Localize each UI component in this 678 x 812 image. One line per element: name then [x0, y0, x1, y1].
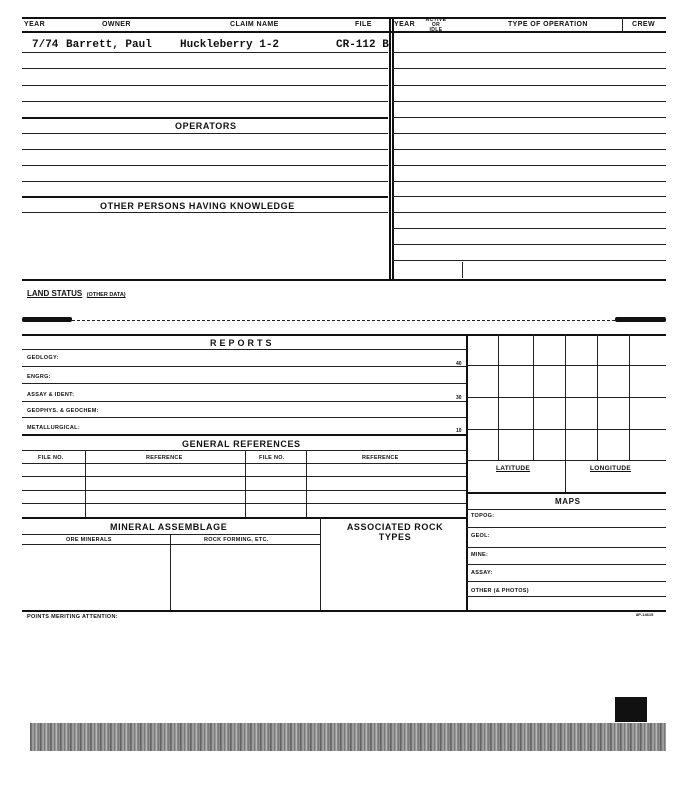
other-persons-top-rule	[22, 196, 388, 198]
header-year-2: YEAR	[394, 21, 416, 28]
header-year: YEAR	[24, 21, 46, 28]
rule	[22, 101, 388, 102]
rule	[22, 349, 466, 350]
rule	[466, 581, 666, 582]
header-crew: CREW	[632, 21, 655, 28]
top-divider-2	[392, 17, 394, 279]
header-type-of-operation: TYPE OF OPERATION	[508, 21, 588, 28]
rule	[22, 212, 388, 213]
report-geology: GEOLOGY:	[27, 355, 59, 361]
map-other: OTHER (& PHOTOS)	[471, 588, 529, 594]
rock-forming-header: ROCK FORMING, ETC.	[204, 537, 269, 543]
rule	[22, 417, 466, 418]
entry-year: 7/74	[32, 39, 59, 51]
rule	[22, 165, 388, 166]
rule	[22, 85, 388, 86]
rule	[22, 534, 320, 535]
report-assay-num: 30	[456, 395, 462, 401]
rule	[22, 366, 466, 367]
entry-file: CR-112 B	[336, 39, 389, 51]
general-references-top-rule	[22, 434, 466, 436]
rule	[466, 547, 666, 548]
entry-claim-name: Huckleberry 1-2	[180, 39, 280, 51]
rule	[22, 401, 466, 402]
punch-mark-left	[22, 317, 72, 322]
gen-ref-col-divider	[85, 450, 86, 517]
ore-minerals-header: ORE MINERALS	[66, 537, 112, 543]
rule	[22, 68, 388, 69]
top-divider	[389, 17, 391, 279]
map-mine: MINE:	[471, 552, 489, 558]
right-rule	[392, 196, 666, 197]
general-references-heading: GENERAL REFERENCES	[182, 439, 301, 449]
mineral-assemblage-heading: MINERAL ASSEMBLAGE	[110, 522, 228, 532]
right-rule	[392, 149, 666, 150]
rule	[466, 596, 666, 597]
rule	[22, 490, 466, 491]
rule	[466, 509, 666, 510]
rule	[466, 564, 666, 565]
header-file: FILE	[355, 21, 372, 28]
right-rule	[392, 68, 666, 69]
scan-artifact-block	[615, 697, 647, 722]
rock-types-divider	[320, 517, 321, 610]
report-metallurgical-num: 10	[456, 428, 462, 434]
gen-ref-file-no-1: FILE NO.	[38, 455, 64, 461]
header-owner: OWNER	[102, 21, 131, 28]
operators-heading: OPERATORS	[175, 121, 237, 131]
report-geophys: GEOPHYS. & GEOCHEM:	[27, 408, 99, 414]
longitude-label: LONGITUDE	[590, 465, 631, 472]
lower-top-rule	[22, 334, 666, 336]
right-rule	[392, 117, 666, 118]
rule	[22, 463, 466, 464]
mineral-top-rule	[22, 517, 466, 519]
right-rule	[392, 165, 666, 166]
right-rule	[392, 212, 666, 213]
rule	[22, 133, 388, 134]
grid-line	[466, 397, 666, 398]
scan-noise-band	[30, 723, 666, 751]
right-rule	[392, 260, 666, 261]
top-border	[22, 17, 666, 19]
rule	[22, 503, 466, 504]
gen-ref-file-no-2: FILE NO.	[259, 455, 285, 461]
right-rule	[392, 181, 666, 182]
land-status-top-rule	[22, 279, 666, 281]
gen-ref-col-divider	[245, 450, 246, 517]
maps-top-rule	[466, 492, 666, 494]
lower-vertical-divider	[466, 334, 468, 610]
report-geology-num: 40	[456, 361, 462, 367]
land-status-label-group	[27, 283, 126, 301]
maps-heading: MAPS	[555, 497, 581, 506]
form-number: 8P-14615	[636, 612, 654, 617]
report-engrg: ENGRG:	[27, 374, 51, 380]
rule	[22, 149, 388, 150]
associated-rock-types-heading: ASSOCIATED ROCK TYPES	[346, 522, 444, 542]
rule	[22, 383, 466, 384]
map-geol: GEOL:	[471, 533, 490, 539]
map-assay: ASSAY:	[471, 570, 493, 576]
right-rule	[392, 101, 666, 102]
grid-line	[565, 334, 566, 492]
operators-top-rule	[22, 117, 388, 119]
header-claim-name: CLAIM NAME	[230, 21, 279, 28]
map-topog: TOPOG:	[471, 513, 495, 519]
rule	[22, 476, 466, 477]
entry-owner: Barrett, Paul	[66, 39, 152, 51]
land-status-heading: LAND STATUS	[27, 289, 83, 298]
rule	[22, 544, 320, 545]
right-short-divider	[462, 262, 463, 278]
mineral-col-divider	[170, 534, 171, 610]
bottom-rule	[22, 610, 666, 612]
other-persons-heading: OTHER PERSONS HAVING KNOWLEDGE	[100, 201, 295, 211]
right-rule	[392, 244, 666, 245]
gen-ref-reference-1: REFERENCE	[146, 455, 183, 461]
land-status-rule	[72, 320, 615, 321]
punch-mark-right	[615, 317, 666, 322]
rule	[22, 450, 466, 451]
grid-line	[466, 460, 666, 461]
right-rule	[392, 133, 666, 134]
grid-line	[466, 365, 666, 366]
right-rule	[392, 52, 666, 53]
gen-ref-col-divider	[306, 450, 307, 517]
points-meriting-attention: POINTS MERITING ATTENTION:	[27, 614, 118, 620]
right-rule	[392, 228, 666, 229]
right-rule	[392, 85, 666, 86]
rule	[466, 527, 666, 528]
rule	[22, 181, 388, 182]
grid-line	[466, 429, 666, 430]
header-active-or-idle: ACTIVE OR IDLE	[425, 17, 447, 33]
reports-heading: REPORTS	[210, 338, 275, 348]
rule	[22, 52, 388, 53]
crew-divider	[622, 17, 623, 33]
report-metallurgical: METALLURGICAL:	[27, 425, 80, 431]
latitude-label: LATITUDE	[496, 465, 531, 472]
report-assay: ASSAY & IDENT:	[27, 392, 75, 398]
header-underline	[22, 31, 666, 33]
gen-ref-reference-2: REFERENCE	[362, 455, 399, 461]
land-status-sub: (OTHER DATA)	[86, 292, 126, 298]
